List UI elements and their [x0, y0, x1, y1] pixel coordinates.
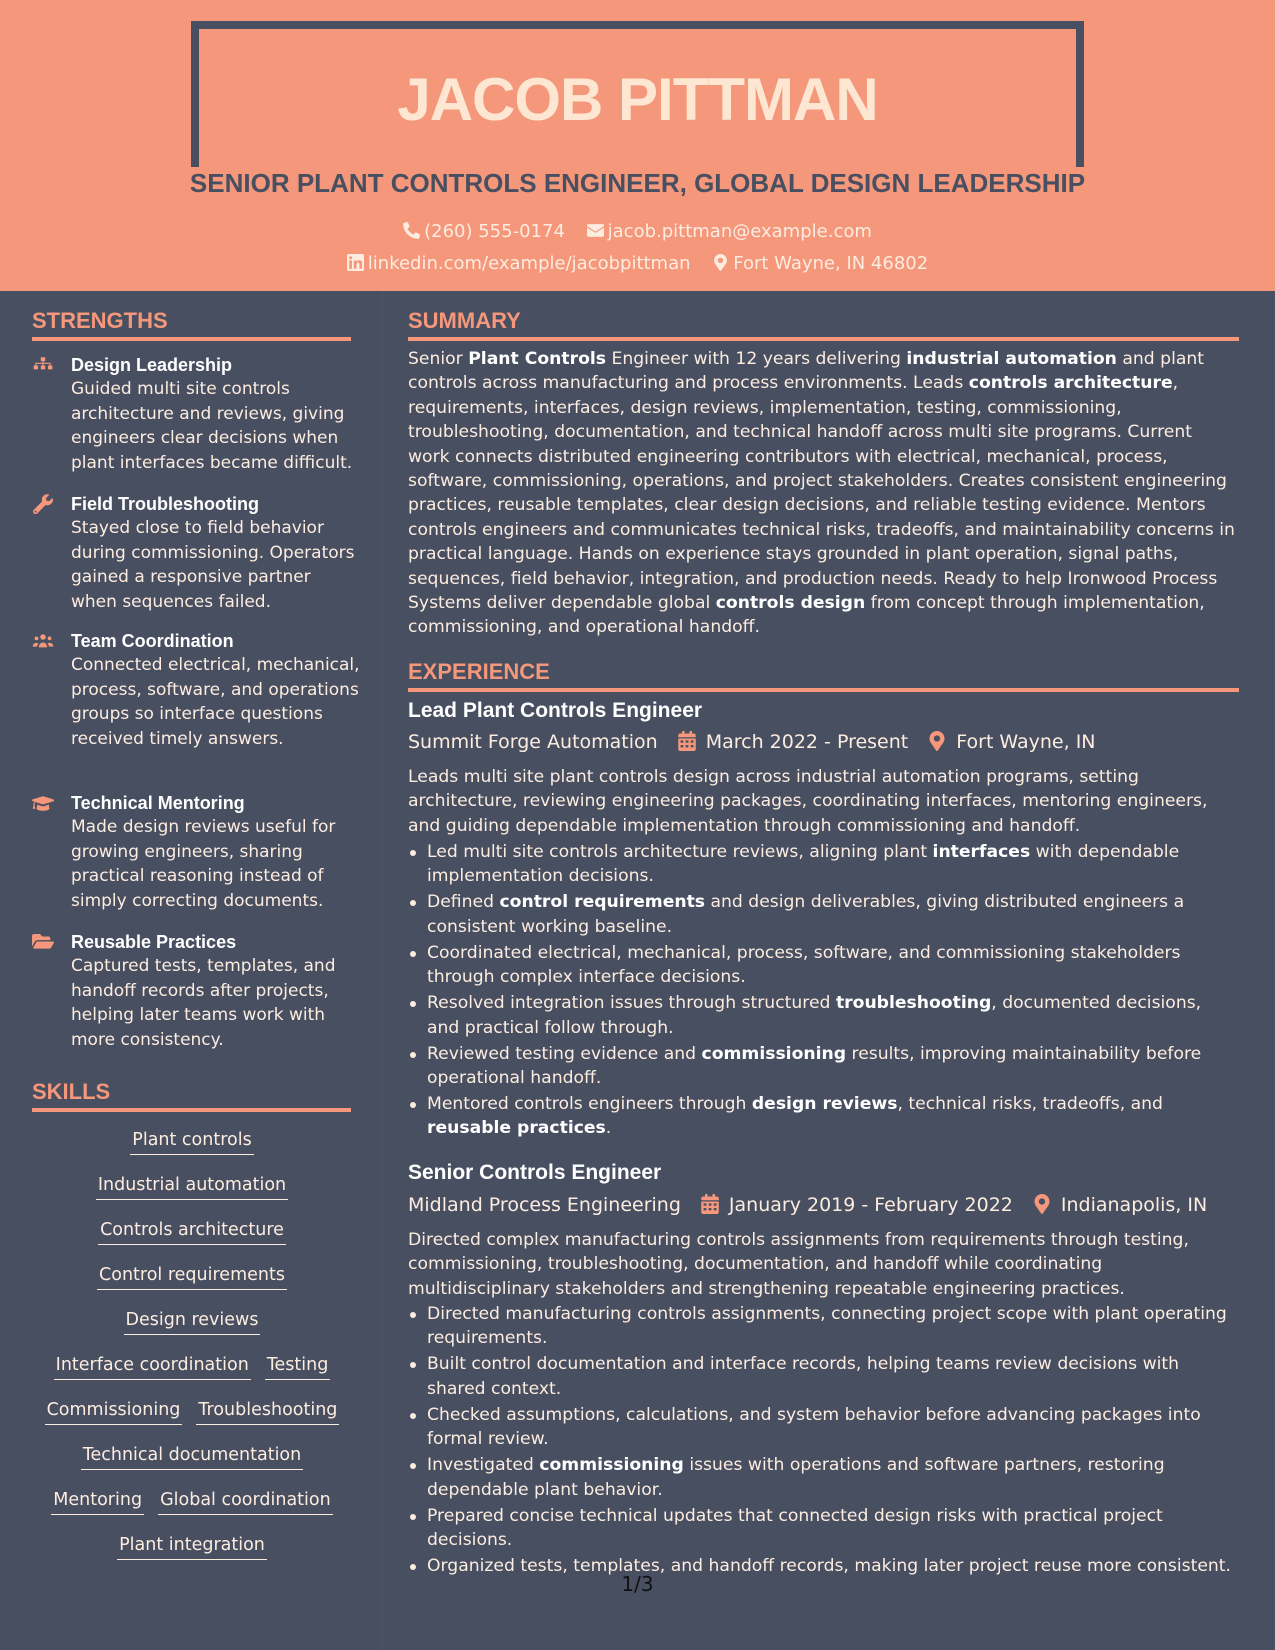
bullet-item: Checked assumptions, calculations, and system behavior before advancing packages into formal review. [408, 1403, 1238, 1452]
graduation-cap-icon [32, 793, 56, 813]
bullet-item: Defined control requirements and design deliverables, giving distributed engineers a consistent working baseline. [408, 890, 1238, 939]
contact-linkedin[interactable] [347, 252, 691, 276]
job-company: Summit Forge Automation [408, 731, 658, 753]
skills-row [32, 1488, 352, 1515]
users-icon [32, 631, 56, 651]
job-meta [408, 729, 1096, 755]
job-title: Lead Plant Controls Engineer [408, 699, 703, 722]
job-title: Senior Controls Engineer [408, 1161, 662, 1184]
strength-title: Field Troubleshooting [71, 494, 259, 514]
envelope-icon [587, 222, 604, 239]
skill-tag: Interface coordination [54, 1353, 251, 1380]
skill-tag: Plant controls [130, 1128, 253, 1155]
skill-tag: Controls architecture [98, 1218, 286, 1245]
skills-row [32, 1218, 352, 1245]
sitemap-icon [32, 355, 56, 375]
bullet-item: Led multi site controls architecture reviews, aligning plant interfaces with dependable implementation decisions. [408, 840, 1238, 889]
strength-title: Technical Mentoring [71, 793, 245, 813]
skills-row [32, 1398, 352, 1425]
skill-tag: Design reviews [124, 1308, 261, 1335]
column-divider [382, 291, 383, 1650]
calendar-icon [701, 1194, 719, 1214]
header-banner [0, 0, 1275, 291]
candidate-name: JACOB PITTMAN [397, 66, 878, 133]
job-bullets [408, 1302, 1238, 1580]
skill-tag: Control requirements [97, 1263, 287, 1290]
job-bullets [408, 840, 1238, 1142]
strength-desc: Stayed close to field behavior during commissioning. Operators gained a responsive partner when sequences failed. [71, 518, 355, 612]
bullet-item: Built control documentation and interface records, helping teams review decisions with shared context. [408, 1352, 1238, 1401]
linkedin-text: linkedin.com/example/jacobpittman [367, 253, 691, 274]
job-location: Indianapolis, IN [1060, 1194, 1208, 1216]
skills-row [32, 1263, 352, 1290]
job-desc: Leads multi site plant controls design across industrial automation programs, setting architecture, reviewing engineering packages, coordinating interfaces, mentoring engineers, and guiding dependable implementation through commissioning and handoff. [408, 767, 1208, 836]
bullet-item: Resolved integration issues through structured troubleshooting, documented decisions, and practical follow through. [408, 991, 1238, 1040]
bullet-item: Reviewed testing evidence and commissioning results, improving maintainability before operational handoff. [408, 1042, 1238, 1091]
wrench-icon [32, 494, 56, 514]
job-desc: Directed complex manufacturing controls assignments from requirements through testing, commissioning, troubleshooting, documentation, and handoff while coordinating multidisciplinary stakeholders and strengthening repeatable engineering practices. [408, 1230, 1189, 1299]
strength-desc: Guided multi site controls architecture and reviews, giving engineers clear decisions when plant interfaces became difficult. [71, 379, 353, 473]
bullet-item: Prepared concise technical updates that connected design risks with practical project decisions. [408, 1504, 1238, 1553]
phone-icon [403, 222, 420, 239]
contact-location [712, 252, 928, 276]
location-text: Fort Wayne, IN 46802 [733, 253, 929, 274]
strength-title: Team Coordination [71, 631, 234, 651]
map-marker-icon [712, 254, 729, 271]
experience-heading: EXPERIENCE [408, 659, 1239, 692]
skill-tag: Technical documentation [81, 1443, 303, 1470]
strength-title: Design Leadership [71, 355, 233, 375]
bullet-item: Investigated commissioning issues with operations and software partners, restoring dependable plant behavior. [408, 1453, 1238, 1502]
bullet-item: Directed manufacturing controls assignments, connecting project scope with plant operating requirements. [408, 1302, 1238, 1351]
linkedin-icon [347, 254, 364, 271]
contact-email[interactable] [587, 220, 872, 244]
calendar-icon [678, 731, 696, 751]
contact-phone[interactable] [403, 220, 565, 244]
summary-heading: SUMMARY [408, 308, 1239, 341]
skills-row [32, 1173, 352, 1200]
phone-text: (260) 555-0174 [424, 221, 565, 242]
strength-desc: Made design reviews useful for growing engineers, sharing practical reasoning instead of simply correcting documents. [71, 817, 336, 911]
skills-heading: SKILLS [32, 1079, 351, 1112]
job-dates: January 2019 - February 2022 [728, 1194, 1013, 1216]
strength-desc: Connected electrical, mechanical, process, software, and operations groups so interface questions received timely answers. [71, 655, 360, 749]
skill-tag: Commissioning [45, 1398, 183, 1425]
job-dates: March 2022 - Present [705, 731, 909, 753]
folder-open-icon [32, 932, 56, 952]
strengths-heading: STRENGTHS [32, 308, 351, 341]
skills-row [32, 1353, 352, 1380]
skills-row [32, 1128, 352, 1155]
job-location: Fort Wayne, IN [956, 731, 1096, 753]
skill-tag: Global coordination [158, 1488, 333, 1515]
page-number: 1/3 [621, 1572, 654, 1596]
bullet-item: Mentored controls engineers through design reviews, technical risks, tradeoffs, and reusable practices. [408, 1092, 1238, 1141]
map-marker-icon [1033, 1194, 1051, 1214]
candidate-title: SENIOR PLANT CONTROLS ENGINEER, GLOBAL DESIGN LEADERSHIP [189, 168, 1086, 198]
skill-tag: Plant integration [117, 1533, 267, 1560]
skill-tag: Troubleshooting [196, 1398, 339, 1425]
map-marker-icon [928, 731, 946, 751]
skill-tag: Mentoring [51, 1488, 144, 1515]
summary-text: Senior Plant Controls Engineer with 12 years delivering industrial automation and plant controls across manufacturing and process environments. Leads controls architecture, requirements, interfaces, design reviews, implementation, testing, commissioning, troubleshooting, documentation, and technical handoff across multi site programs. Current work connects distributed engineering contributors with electrical, mechanical, process, software, commissioning, operations, and project stakeholders. Creates consistent engineering practices, reusable templates, clear design decisions, and reliable testing evidence. Mentors controls engineers and communicates technical risks, tradeoffs, and maintainability concerns in practical language. Hands on experience stays grounded in plant operation, signal paths, sequences, field behavior, integration, and production needs. Ready to help Ironwood Process Systems deliver dependable global controls design from concept through implementation, commissioning, and operational handoff. [408, 349, 1235, 638]
email-text: jacob.pittman@example.com [607, 221, 872, 242]
job-meta [408, 1192, 1207, 1218]
contact-row-1 [0, 220, 1275, 244]
skill-tag: Testing [265, 1353, 331, 1380]
skills-row [32, 1533, 352, 1560]
bullet-item: Coordinated electrical, mechanical, process, software, and commissioning stakeholders through complex interface decisions. [408, 941, 1238, 990]
skill-tag: Industrial automation [96, 1173, 288, 1200]
contact-row-2 [0, 252, 1275, 276]
strength-desc: Captured tests, templates, and handoff records after projects, helping later teams work with more consistency. [71, 956, 336, 1050]
bullet-item: Organized tests, templates, and handoff records, making later project reuse more consistent. [408, 1554, 1238, 1578]
strength-title: Reusable Practices [71, 932, 237, 952]
skills-row [32, 1308, 352, 1335]
skills-row [32, 1443, 352, 1470]
job-company: Midland Process Engineering [408, 1194, 681, 1216]
